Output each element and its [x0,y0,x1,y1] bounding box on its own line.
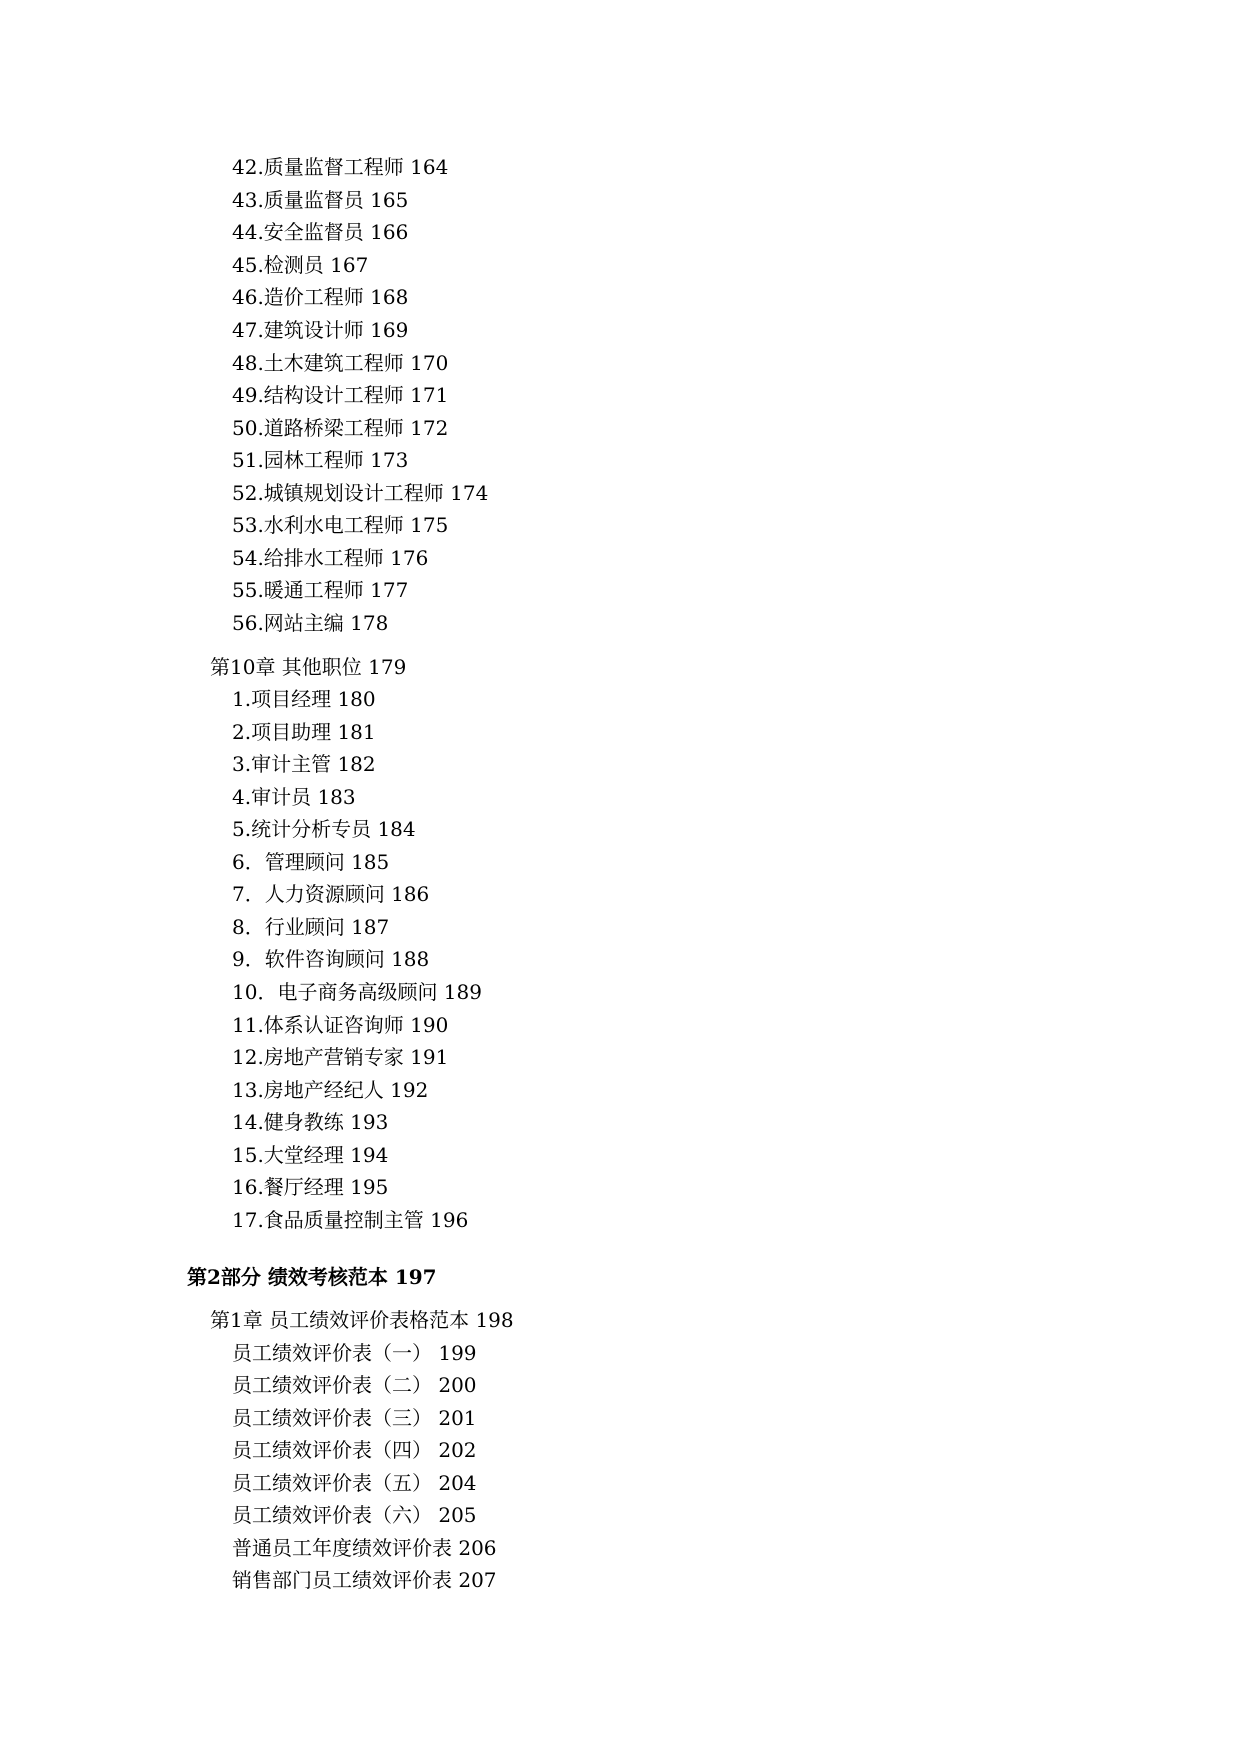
toc-item: 42.质量监督工程师 164 [232,155,449,179]
toc-item: 51.园林工程师 173 [232,448,409,472]
toc-item: 11.体系认证咨询师 190 [232,1013,449,1037]
toc-chapter-heading: 第1章 员工绩效评价表格范本 198 [210,1308,514,1332]
toc-item: 43.质量监督员 165 [232,188,409,212]
toc-item: 3.审计主管 182 [232,752,376,776]
toc-item: 54.给排水工程师 176 [232,546,429,570]
toc-item: 7．人力资源顾问 186 [232,882,430,906]
toc-item: 49.结构设计工程师 171 [232,383,449,407]
toc-item: 4.审计员 183 [232,785,356,809]
toc-item: 15.大堂经理 194 [232,1143,389,1167]
toc-item: 17.食品质量控制主管 196 [232,1208,469,1232]
toc-item: 56.网站主编 178 [232,611,389,635]
toc-item: 45.检测员 167 [232,253,369,277]
toc-item: 员工绩效评价表（二） 200 [232,1373,477,1397]
toc-item: 48.土木建筑工程师 170 [232,351,449,375]
toc-item: 2.项目助理 181 [232,720,376,744]
toc-chapter-heading: 第10章 其他职位 179 [210,655,407,679]
toc-item: 50.道路桥梁工程师 172 [232,416,449,440]
toc-item: 6．管理顾问 185 [232,850,390,874]
toc-item: 10．电子商务高级顾问 189 [232,980,482,1004]
toc-item: 8．行业顾问 187 [232,915,390,939]
toc-item: 47.建筑设计师 169 [232,318,409,342]
toc-item: 12.房地产营销专家 191 [232,1045,449,1069]
toc-item: 9．软件咨询顾问 188 [232,947,430,971]
toc-item: 44.安全监督员 166 [232,220,409,244]
toc-item: 46.造价工程师 168 [232,285,409,309]
toc-item: 13.房地产经纪人 192 [232,1078,429,1102]
toc-part-heading: 第2部分 绩效考核范本 197 [187,1265,437,1289]
toc-item: 5.统计分析专员 184 [232,817,416,841]
toc-item: 52.城镇规划设计工程师 174 [232,481,489,505]
toc-item: 14.健身教练 193 [232,1110,389,1134]
toc-item: 53.水利水电工程师 175 [232,513,449,537]
toc-item: 普通员工年度绩效评价表 206 [232,1536,497,1560]
toc-item: 55.暖通工程师 177 [232,578,409,602]
toc-item: 员工绩效评价表（六） 205 [232,1503,477,1527]
toc-item: 员工绩效评价表（四） 202 [232,1438,477,1462]
toc-item: 员工绩效评价表（三） 201 [232,1406,477,1430]
toc-item: 1.项目经理 180 [232,687,376,711]
toc-item: 员工绩效评价表（一） 199 [232,1341,477,1365]
toc-item: 销售部门员工绩效评价表 207 [232,1568,497,1592]
toc-item: 16.餐厅经理 195 [232,1175,389,1199]
toc-item: 员工绩效评价表（五） 204 [232,1471,477,1495]
